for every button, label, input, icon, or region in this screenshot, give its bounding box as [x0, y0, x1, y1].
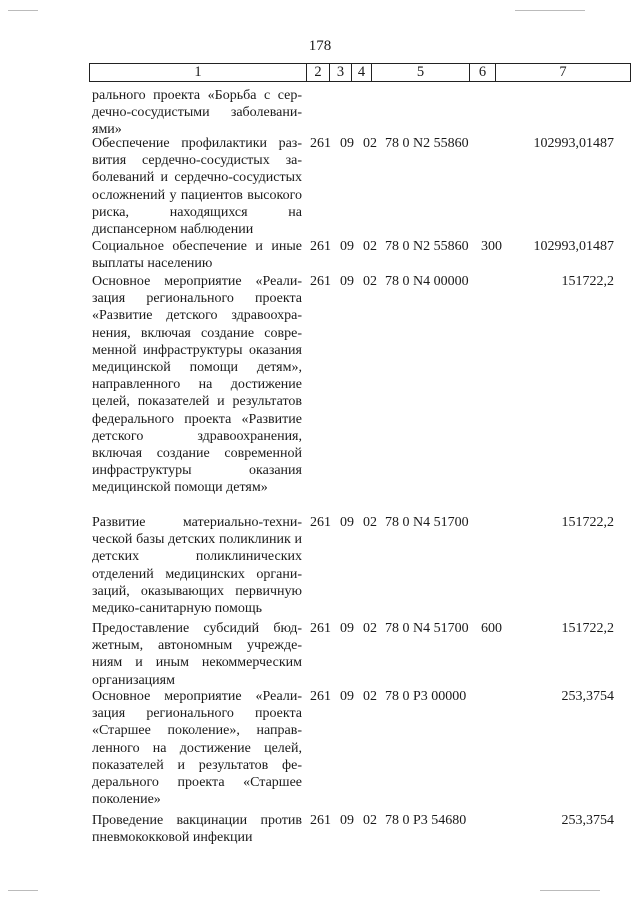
row-target-code: 78 0 N4 00000: [385, 274, 469, 289]
row-code-4: 02: [363, 274, 377, 289]
row-target-code: 78 0 P3 54680: [385, 813, 467, 828]
row-expense-type: 600: [481, 621, 502, 636]
row-target-code: 78 0 N4 51700: [385, 515, 469, 530]
row-amount: 151722,2: [561, 515, 614, 530]
row-name: Основное мероприятие «Реализация регионального проекта «Развитие детского здравоохранения, включая создание современной инфраструктуры оказания медицинской помощи детям», направленного на достижение целей, показателей и результатов федерального проекта «Развитие детского здравоохранения, включая создание современной инфраструктуры оказания медицинской помощи детям»: [92, 274, 302, 496]
row-code-4: 02: [363, 813, 377, 828]
row-code-2: 261: [310, 239, 331, 254]
row-name: рального проекта «Борьба с сердечно-сосудистыми заболеваниями»: [92, 88, 302, 138]
row-code-4: 02: [363, 515, 377, 530]
row-name: Предоставление субсидий бюджетным, автономным учреждениям и иным некоммерческим организациям: [92, 621, 302, 688]
row-code-3: 09: [340, 274, 354, 289]
crop-mark: [515, 10, 585, 11]
row-code-3: 09: [340, 239, 354, 254]
row-code-3: 09: [340, 621, 354, 636]
row-code-3: 09: [340, 689, 354, 704]
column-header-5: 5: [372, 64, 470, 82]
row-amount: 151722,2: [561, 274, 614, 289]
row-name: Развитие материально-технической базы детских поликлиник и детских поликлинических отделений медицинских организаций, оказывающих первичную медико-санитарную помощь: [92, 515, 302, 617]
row-code-2: 261: [310, 515, 331, 530]
row-target-code: 78 0 N4 51700: [385, 621, 469, 636]
column-header-table: [89, 63, 631, 82]
row-amount: 253,3754: [561, 689, 614, 704]
row-code-3: 09: [340, 515, 354, 530]
row-amount: 151722,2: [561, 621, 614, 636]
column-header-1: 1: [90, 64, 307, 82]
row-amount: 102993,01487: [533, 136, 614, 151]
crop-mark: [8, 890, 38, 891]
row-expense-type: 300: [481, 239, 502, 254]
row-code-4: 02: [363, 689, 377, 704]
row-name: Социальное обеспечение и иные выплаты населению: [92, 239, 302, 272]
row-target-code: 78 0 N2 55860: [385, 136, 469, 151]
row-code-4: 02: [363, 136, 377, 151]
row-target-code: 78 0 N2 55860: [385, 239, 469, 254]
row-name: Основное мероприятие «Реализация регионального проекта «Старшее поколение», направленного на достижение целей, показателей и результатов федерального проекта «Старшее поколение»: [92, 689, 302, 808]
row-target-code: 78 0 P3 00000: [385, 689, 467, 704]
row-amount: 102993,01487: [533, 239, 614, 254]
row-code-2: 261: [310, 689, 331, 704]
crop-mark: [540, 890, 600, 891]
row-name: Проведение вакцинации против пневмококковой инфекции: [92, 813, 302, 846]
row-name: Обеспечение профилактики развития сердечно-сосудистых заболеваний и сердечно-сосудистых осложнений у пациентов высокого риска, находящихся на диспансерном наблюдении: [92, 136, 302, 238]
row-code-4: 02: [363, 621, 377, 636]
page-number: 178: [308, 38, 332, 54]
column-header-row: [90, 64, 631, 82]
row-code-4: 02: [363, 239, 377, 254]
row-code-3: 09: [340, 813, 354, 828]
row-code-3: 09: [340, 136, 354, 151]
column-header-3: 3: [330, 64, 352, 82]
column-header-6: 6: [470, 64, 496, 82]
column-header-4: 4: [352, 64, 372, 82]
row-code-2: 261: [310, 813, 331, 828]
row-code-2: 261: [310, 621, 331, 636]
column-header-7: 7: [496, 64, 631, 82]
column-header-2: 2: [307, 64, 330, 82]
crop-mark: [8, 10, 38, 11]
row-code-2: 261: [310, 136, 331, 151]
row-amount: 253,3754: [561, 813, 614, 828]
row-code-2: 261: [310, 274, 331, 289]
